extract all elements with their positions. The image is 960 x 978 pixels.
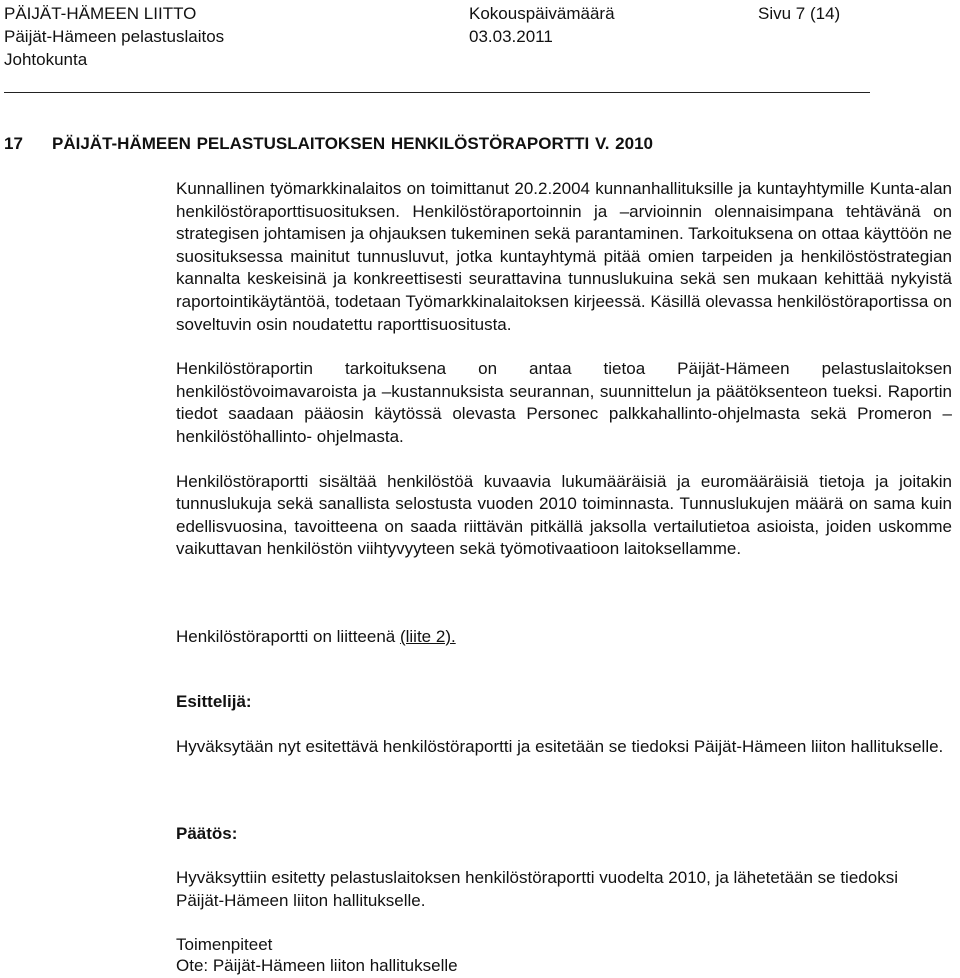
page-header bbox=[4, 2, 944, 71]
attachment-line bbox=[176, 626, 456, 649]
header-row-2 bbox=[4, 25, 944, 48]
meeting-date-label: Kokouspäivämäärä bbox=[469, 4, 615, 23]
section-number: 17 bbox=[4, 134, 23, 153]
header-divider bbox=[4, 92, 870, 93]
decision-label: Päätös: bbox=[176, 824, 238, 843]
actions-item: Ote: Päijät-Hämeen liiton hallitukselle bbox=[176, 956, 458, 975]
paragraph: Henkilöstöraportin tarkoituksena on antaa tietoa Päijät-Hämeen pelastuslaitoksen henkilöstövoimavaroista ja –kustannuksista seurannan, suunnittelun ja päätöksenteon tueksi. Raportin tiedot saadaan pääosin käytössä olevasta Personec palkkahallinto-ohjelmasta sekä Promeron – henkilöstöhallinto- ohjelmasta. bbox=[176, 359, 952, 446]
header-row-3 bbox=[4, 48, 944, 71]
meeting-date: 03.03.2011 bbox=[469, 27, 553, 46]
attachment-text: Henkilöstöraportti on liitteenä bbox=[176, 627, 400, 646]
unit-name: Päijät-Hämeen pelastuslaitos bbox=[4, 27, 225, 46]
section-heading bbox=[4, 134, 653, 154]
attachment-link[interactable]: (liite 2). bbox=[399, 627, 456, 646]
organization-name: PÄIJÄT-HÄMEEN LIITTO bbox=[4, 4, 197, 23]
section-title: PÄIJÄT-HÄMEEN PELASTUSLAITOKSEN HENKILÖSTÖRAPORTTI V. 2010 bbox=[52, 134, 653, 153]
header-row-1 bbox=[4, 2, 944, 25]
decision-text: Hyväksyttiin esitetty pelastuslaitoksen henkilöstöraportti vuodelta 2010, ja lähetetään se tiedoksi Päijät-Hämeen liiton hallitukselle. bbox=[176, 868, 898, 910]
paragraph: Kunnallinen työmarkkinalaitos on toimittanut 20.2.2004 kunnanhallituksille ja kuntayhtymille Kunta-alan henkilöstöraporttisuosituksen. Henkilöstöraportoinnin ja –arvioinnin olennaisimpana tehtävänä on strategisen johtamisen ja ohjauksen tukeminen sekä parantaminen. Tarkoituksena on ottaa käyttöön ne suosituksessa mainitut tunnusluvut, jotka kuntayhtymä pitää omien tarpeiden ja henkilöstöstrategian kannalta keskeisinä ja konkreettisesti seurattavina tunnuslukuina sekä sen mukaan kehittää nykyistä raportointikäytäntöä, todetaan Työmarkkinalaitoksen kirjeessä. Käsillä olevassa henkilöstöraportissa on soveltuvin osin noudatettu raporttisuositusta. bbox=[176, 179, 952, 334]
actions-label: Toimenpiteet bbox=[176, 935, 273, 954]
paragraph: Henkilöstöraportti sisältää henkilöstöä kuvaavia lukumääräisiä ja euromääräisiä tietoja ja joitakin tunnuslukuja sekä sanallista selostusta vuoden 2010 toiminnasta. Tunnuslukujen määrä on sama kuin edellisvuosina, tavoitteena on saada riittävän pitkällä jaksolla vertailutietoa asioista, joiden uskomme vaikuttavan henkilöstön viihtyvyyteen sekä työmotivaatioon laitoksellamme. bbox=[176, 471, 952, 559]
page-number: Sivu 7 (14) bbox=[758, 4, 841, 23]
presenter-proposal: Hyväksytään nyt esitettävä henkilöstöraportti ja esitetään se tiedoksi Päijät-Hämeen liiton hallitukselle. bbox=[176, 737, 944, 756]
presenter-label: Esittelijä: bbox=[176, 692, 252, 711]
governing-body: Johtokunta bbox=[4, 50, 88, 69]
body-paragraphs bbox=[176, 178, 952, 583]
